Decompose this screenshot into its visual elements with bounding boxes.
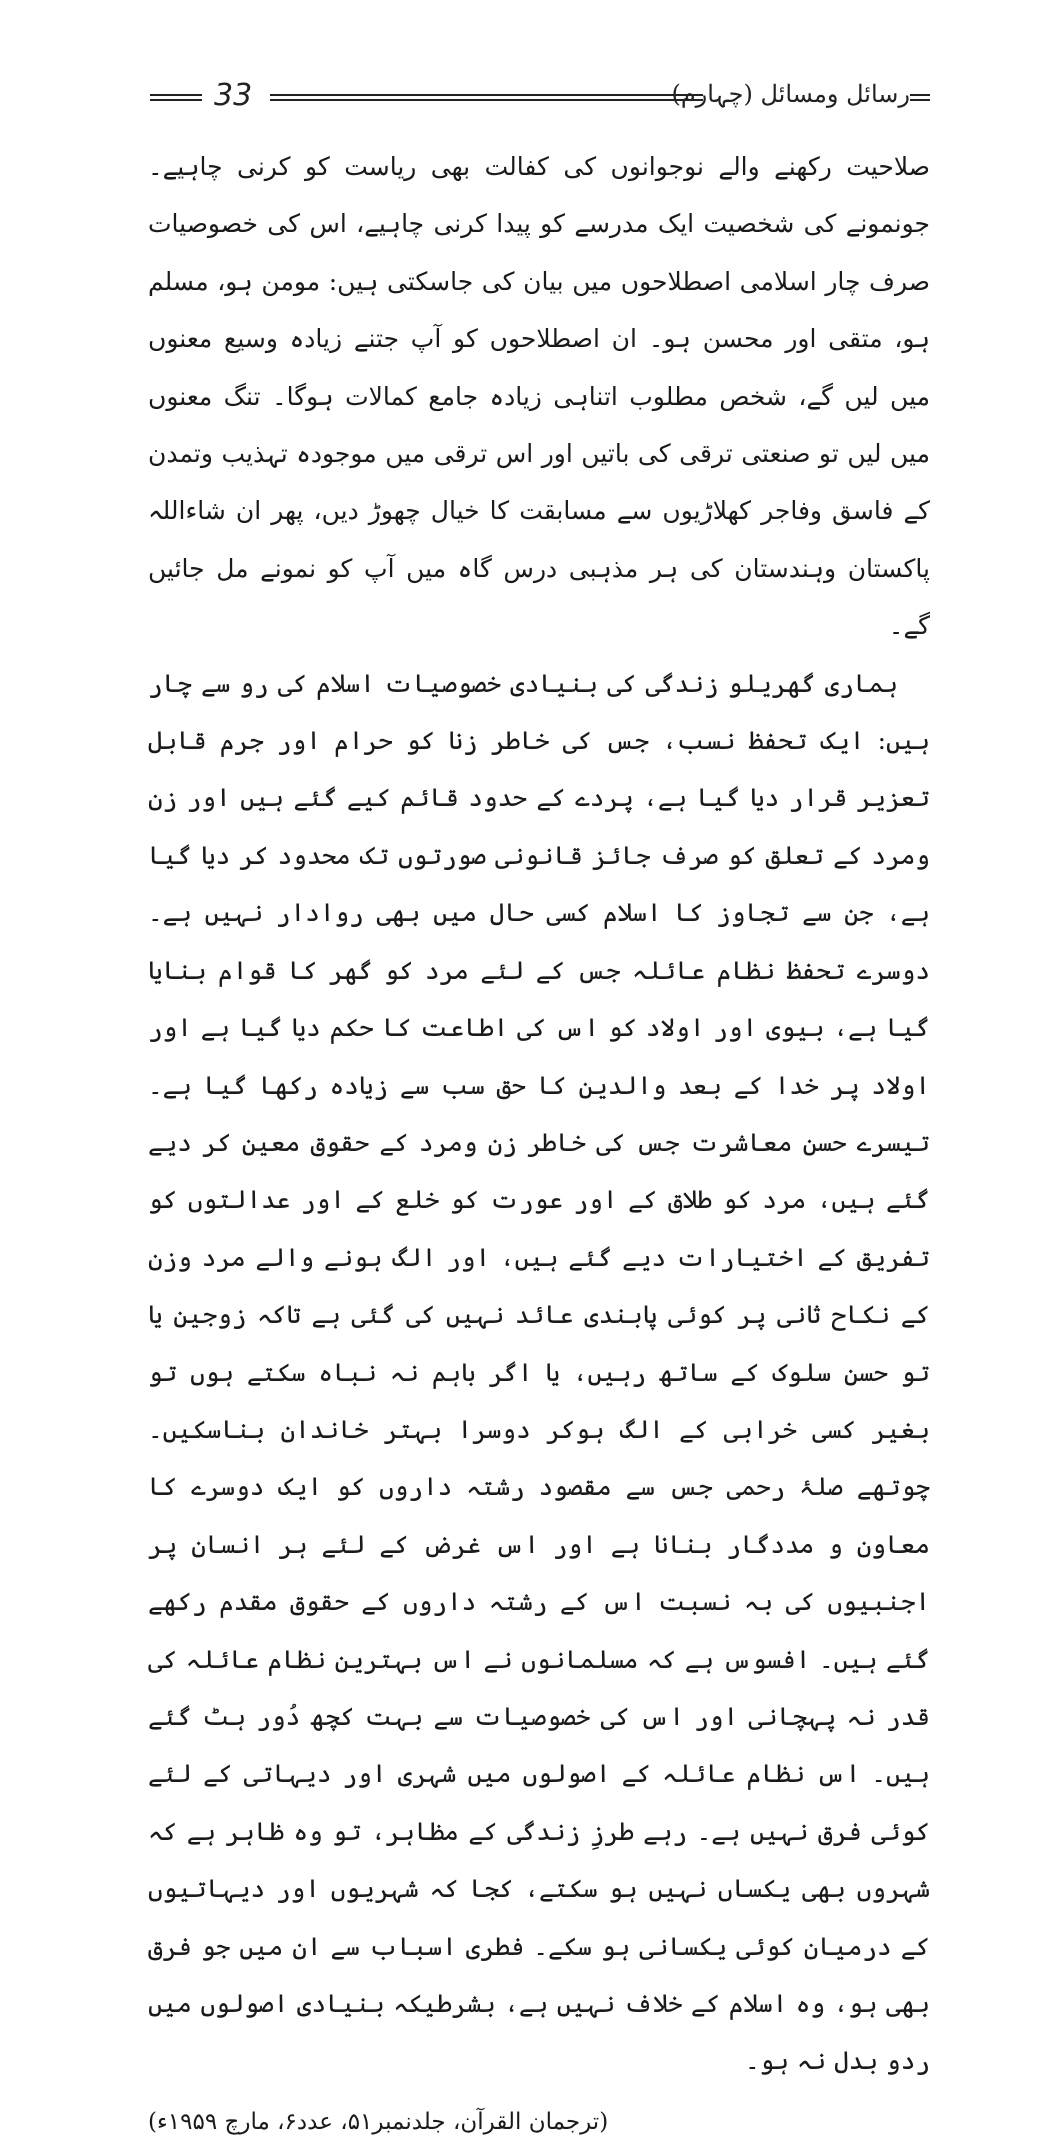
header-rule-right bbox=[910, 94, 930, 101]
paragraph-1: صلاحیت رکھنے والے نوجوانوں کی کفالت بھی ریاست کو کرنی چاہیے۔ جونمونے کی شخصیت ایک مدرسے کو پیدا کرنی چاہیے، اس کی خصوصیات صرف چار اسلامی اصطلاحوں میں بیان کی جاسکتی ہیں: مومن ہو، مسلم ہو، متقی اور محسن ہو۔ ان اصطلاحوں کو آپ جتنے زیادہ وسیع معنوں میں لیں گے، شخص مطلوب اتناہی زیادہ جامع کمالات ہوگا۔ تنگ معنوں میں لیں تو صنعتی ترقی کی باتیں اور اس ترقی میں موجودہ تہذیب وتمدن کے فاسق وفاجر کھلاڑیوں سے مسابقت کا خیال چھوڑ دیں، پھر ان شاءاللہ پاکستان وہندستان کی ہر مذہبی درس گاہ میں آپ کو نمونے مل جائیں گے۔ bbox=[148, 152, 930, 641]
page-header bbox=[150, 78, 930, 118]
running-title: رسائل ومسائل (چہارم) bbox=[671, 80, 910, 108]
header-rule-middle bbox=[270, 94, 703, 101]
paragraph-2: ہماری گھریلو زندگی کی بنیادی خصوصیات اسلام کی رو سے چار ہیں: ایک تحفظ نسب، جس کی خاطر زنا کو حرام اور جرم قابل تعزیر قرار دیا گیا ہے، پردے کے حدود قائم کیے گئے ہیں اور زن ومرد کے تعلق کو صرف جائز قانونی صورتوں تک محدود کر دیا گیا ہے، جن سے تجاوز کا اسلام کسی حال میں بھی روادار نہیں ہے۔ دوسرے تحفظ نظام عائلہ جس کے لئے مرد کو گھر کا قوام بنایا گیا ہے، بیوی اور اولاد کو اس کی اطاعت کا حکم دیا گیا ہے اور اولاد پر خدا کے بعد والدین کا حق سب سے زیادہ رکھا گیا ہے۔ تیسرے حسن معاشرت جس کی خاطر زن ومرد کے حقوق معین کر دیے گئے ہیں، مرد کو طلاق کے اور عورت کو خلع کے اور عدالتوں کو تفریق کے اختیارات دیے گئے ہیں، اور الگ ہونے والے مرد وزن کے نکاح ثانی پر کوئی پابندی عائد نہیں کی گئی ہے تاکہ زوجین یا تو حسن سلوک کے ساتھ رہیں، یا اگر باہم نہ نباہ سکتے ہوں تو بغیر کسی خرابی کے الگ ہوکر دوسرا بہتر خاندان بناسکیں۔ چوتھے صلۂ رحمی جس سے مقصود رشتہ داروں کو ایک دوسرے کا معاون و مددگار بنانا ہے اور اس غرض کے لئے ہر انسان پر اجنبیوں کی بہ نسبت اس کے رشتہ داروں کے حقوق مقدم رکھے گئے ہیں۔ افسوس ہے کہ مسلمانوں نے اس بہترین نظام عائلہ کی قدر نہ پہچانی اور اس کی خصوصیات سے بہت کچھ دُور ہٹ گئے ہیں۔ اس نظام عائلہ کے اصولوں میں شہری اور دیہاتی کے لئے کوئی فرق نہیں ہے۔ رہے طرزِ زندگی کے مظاہر، تو وہ ظاہر ہے کہ شہروں بھی یکساں نہیں ہو سکتے، کجا کہ شہریوں اور دیہاتیوں کے درمیان کوئی یکسانی ہو سکے۔ فطری اسباب سے ان میں جو فرق بھی ہو، وہ اسلام کے خلاف نہیں ہے، بشرطیکہ بنیادی اصولوں میں ردو بدل نہ ہو۔ bbox=[148, 668, 930, 2076]
source-citation: (ترجمان القرآن، جلدنمبر۵۱، عدد۶، مارچ ۱۹۵۹ء) bbox=[148, 2108, 609, 2135]
page-number: 33 bbox=[214, 78, 253, 113]
body-text bbox=[148, 138, 930, 2151]
header-rule-left bbox=[150, 94, 202, 101]
